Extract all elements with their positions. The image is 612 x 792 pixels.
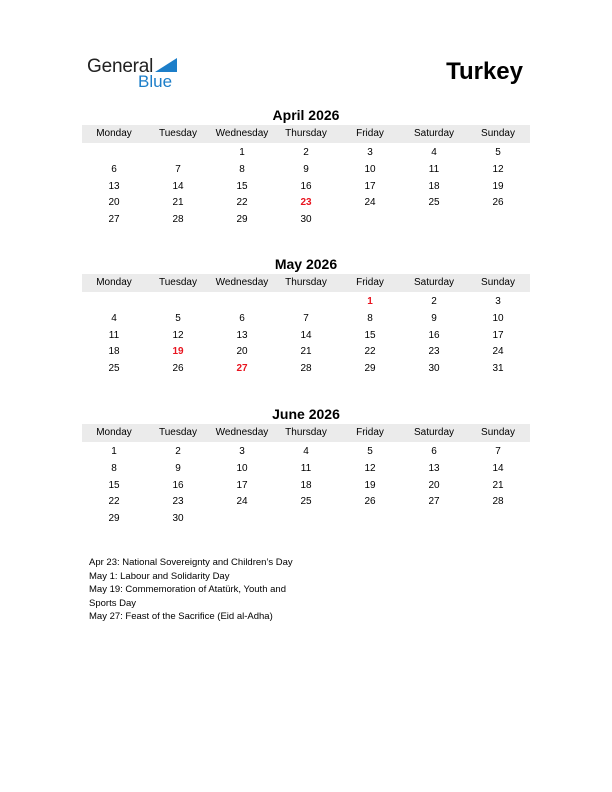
holiday-day-cell: 19 [172, 346, 184, 358]
day-cell: 6 [111, 163, 117, 175]
logo-text-general: General [87, 56, 154, 77]
day-cell: 31 [492, 363, 504, 375]
weekday-label: Friday [356, 128, 384, 139]
day-cell: 9 [303, 163, 309, 175]
weekday-header [82, 274, 530, 292]
calendar-month-april [82, 106, 530, 229]
day-cell [82, 145, 146, 162]
day-cell: 21 [300, 346, 312, 358]
logo-triangle-icon [155, 58, 177, 72]
weekday-label: Thursday [285, 128, 327, 139]
day-cell: 16 [300, 180, 312, 192]
day-cell: 28 [172, 214, 184, 226]
holiday-note: Sports Day [89, 597, 136, 609]
day-cell: 10 [364, 163, 376, 175]
day-cell [402, 511, 466, 528]
day-cell: 26 [364, 496, 376, 508]
day-cell: 25 [108, 363, 120, 375]
day-cell: 29 [364, 363, 376, 375]
day-cell: 6 [431, 446, 437, 457]
day-cell: 15 [364, 329, 376, 341]
day-cell: 8 [367, 312, 373, 324]
day-cell: 9 [431, 312, 437, 324]
day-cell: 4 [303, 446, 309, 457]
logo-text-blue: Blue [138, 72, 173, 91]
weekday-label: Thursday [285, 277, 327, 288]
month-title: May 2026 [274, 256, 338, 272]
holiday-note: Apr 23: National Sovereignty and Children’s Day [89, 557, 293, 568]
day-cell: 22 [236, 197, 248, 209]
day-cell [146, 294, 210, 311]
day-cell: 17 [236, 479, 248, 491]
day-cell: 11 [108, 329, 120, 341]
week-row [82, 162, 530, 179]
day-cell: 12 [492, 163, 504, 175]
weekday-label: Tuesday [159, 128, 197, 139]
day-cell: 23 [172, 496, 184, 508]
holiday-notes [89, 556, 329, 624]
day-cell: 27 [108, 214, 120, 226]
day-cell: 5 [495, 147, 501, 158]
holiday-note: May 27: Feast of the Sacrifice (Eid al-Adha) [89, 611, 273, 622]
day-cell: 10 [492, 312, 504, 324]
week-row [82, 195, 530, 212]
day-cell: 3 [367, 147, 373, 158]
day-cell: 12 [172, 329, 184, 341]
weekday-label: Monday [96, 427, 132, 438]
weekday-label: Monday [96, 277, 132, 288]
day-cell: 4 [431, 147, 437, 158]
weekday-header [82, 125, 530, 143]
holiday-day-cell: 1 [367, 296, 373, 307]
holiday-note: May 1: Labour and Solidarity Day [89, 570, 230, 582]
day-cell [210, 294, 274, 311]
day-cell: 3 [495, 296, 501, 307]
day-cell: 6 [239, 312, 245, 324]
day-cell: 16 [172, 479, 184, 491]
week-row [82, 311, 530, 328]
day-cell: 18 [108, 346, 120, 358]
day-cell [466, 511, 530, 528]
day-cell: 29 [108, 513, 120, 525]
day-cell [82, 294, 146, 311]
day-cell: 7 [495, 446, 501, 457]
day-cell [338, 511, 402, 528]
day-cell: 17 [492, 329, 504, 341]
weekday-label: Monday [96, 128, 132, 139]
day-cell: 26 [172, 363, 184, 375]
day-cell: 30 [300, 214, 312, 226]
day-cell: 17 [364, 180, 376, 192]
week-row [82, 145, 530, 162]
week-row [82, 494, 530, 511]
day-cell: 7 [303, 312, 309, 324]
weekday-label: Sunday [481, 277, 515, 288]
week-row [82, 294, 530, 311]
day-cell: 26 [492, 197, 504, 209]
weeks [82, 145, 530, 229]
day-cell [466, 212, 530, 229]
day-cell: 5 [175, 312, 181, 324]
day-cell: 20 [428, 479, 440, 491]
week-row [82, 444, 530, 461]
week-row [82, 511, 530, 528]
day-cell: 12 [364, 462, 376, 474]
day-cell: 29 [236, 214, 248, 226]
day-cell: 28 [492, 496, 504, 508]
day-cell: 25 [428, 197, 440, 209]
holiday-day-cell: 23 [300, 197, 312, 209]
day-cell: 16 [428, 329, 440, 341]
country-title: Turkey [446, 58, 523, 85]
month-title: June 2026 [272, 406, 340, 422]
day-cell: 19 [492, 180, 504, 192]
day-cell [402, 212, 466, 229]
month-title: April 2026 [272, 107, 340, 123]
day-cell: 20 [108, 197, 120, 209]
day-cell: 15 [108, 479, 120, 491]
day-cell: 22 [108, 496, 120, 508]
day-cell: 8 [239, 163, 245, 175]
day-cell: 2 [303, 147, 309, 158]
brand-logo [87, 56, 187, 92]
day-cell: 13 [108, 180, 120, 192]
day-cell: 15 [236, 180, 248, 192]
week-row [82, 344, 530, 361]
weekday-label: Saturday [413, 128, 455, 139]
day-cell: 22 [364, 346, 376, 358]
day-cell: 25 [300, 496, 312, 508]
day-cell: 11 [428, 163, 440, 175]
weekday-label: Tuesday [159, 427, 197, 438]
holiday-day-cell: 27 [236, 363, 248, 375]
day-cell: 8 [111, 462, 117, 474]
day-cell: 28 [300, 363, 312, 375]
weeks [82, 294, 530, 378]
day-cell: 3 [239, 446, 245, 457]
day-cell: 27 [428, 496, 440, 508]
weekday-label: Thursday [285, 427, 327, 438]
weekday-label: Friday [356, 277, 384, 288]
day-cell: 19 [364, 479, 376, 491]
day-cell: 24 [236, 496, 248, 508]
weekday-label: Sunday [481, 128, 515, 139]
day-cell: 13 [428, 462, 440, 474]
day-cell: 13 [236, 329, 248, 341]
day-cell: 9 [175, 462, 181, 474]
week-row [82, 361, 530, 378]
weekday-label: Wednesday [215, 277, 269, 288]
day-cell [210, 511, 274, 528]
day-cell: 30 [428, 363, 440, 375]
weekday-header [82, 424, 530, 442]
day-cell: 5 [367, 446, 373, 457]
week-row [82, 212, 530, 229]
day-cell: 21 [492, 479, 504, 491]
day-cell: 20 [236, 346, 248, 358]
week-row [82, 478, 530, 495]
week-row [82, 328, 530, 345]
day-cell: 10 [236, 462, 248, 474]
day-cell: 18 [428, 180, 440, 192]
day-cell: 7 [175, 163, 181, 175]
day-cell: 2 [431, 296, 437, 307]
weekday-label: Sunday [481, 427, 515, 438]
day-cell: 23 [428, 346, 440, 358]
day-cell [146, 145, 210, 162]
weekday-label: Wednesday [215, 427, 269, 438]
day-cell: 4 [111, 312, 117, 324]
weekday-label: Wednesday [215, 128, 269, 139]
day-cell: 2 [175, 446, 181, 457]
calendar-month-june [82, 405, 530, 528]
weekday-label: Saturday [413, 277, 455, 288]
day-cell: 1 [111, 446, 117, 457]
day-cell: 14 [172, 180, 184, 192]
day-cell: 24 [364, 197, 376, 209]
day-cell: 11 [300, 462, 312, 474]
weekday-label: Tuesday [159, 277, 197, 288]
week-row [82, 179, 530, 196]
weekday-label: Friday [356, 427, 384, 438]
day-cell [274, 294, 338, 311]
week-row [82, 461, 530, 478]
day-cell [338, 212, 402, 229]
day-cell: 14 [300, 329, 312, 341]
day-cell: 1 [239, 147, 245, 158]
day-cell: 30 [172, 513, 184, 525]
weeks [82, 444, 530, 528]
day-cell: 14 [492, 462, 504, 474]
calendar-month-may [82, 255, 530, 378]
day-cell: 21 [172, 197, 184, 209]
day-cell: 24 [492, 346, 504, 358]
day-cell [274, 511, 338, 528]
day-cell: 18 [300, 479, 312, 491]
weekday-label: Saturday [413, 427, 455, 438]
holiday-note: May 19: Commemoration of Atatürk, Youth and [89, 584, 286, 595]
